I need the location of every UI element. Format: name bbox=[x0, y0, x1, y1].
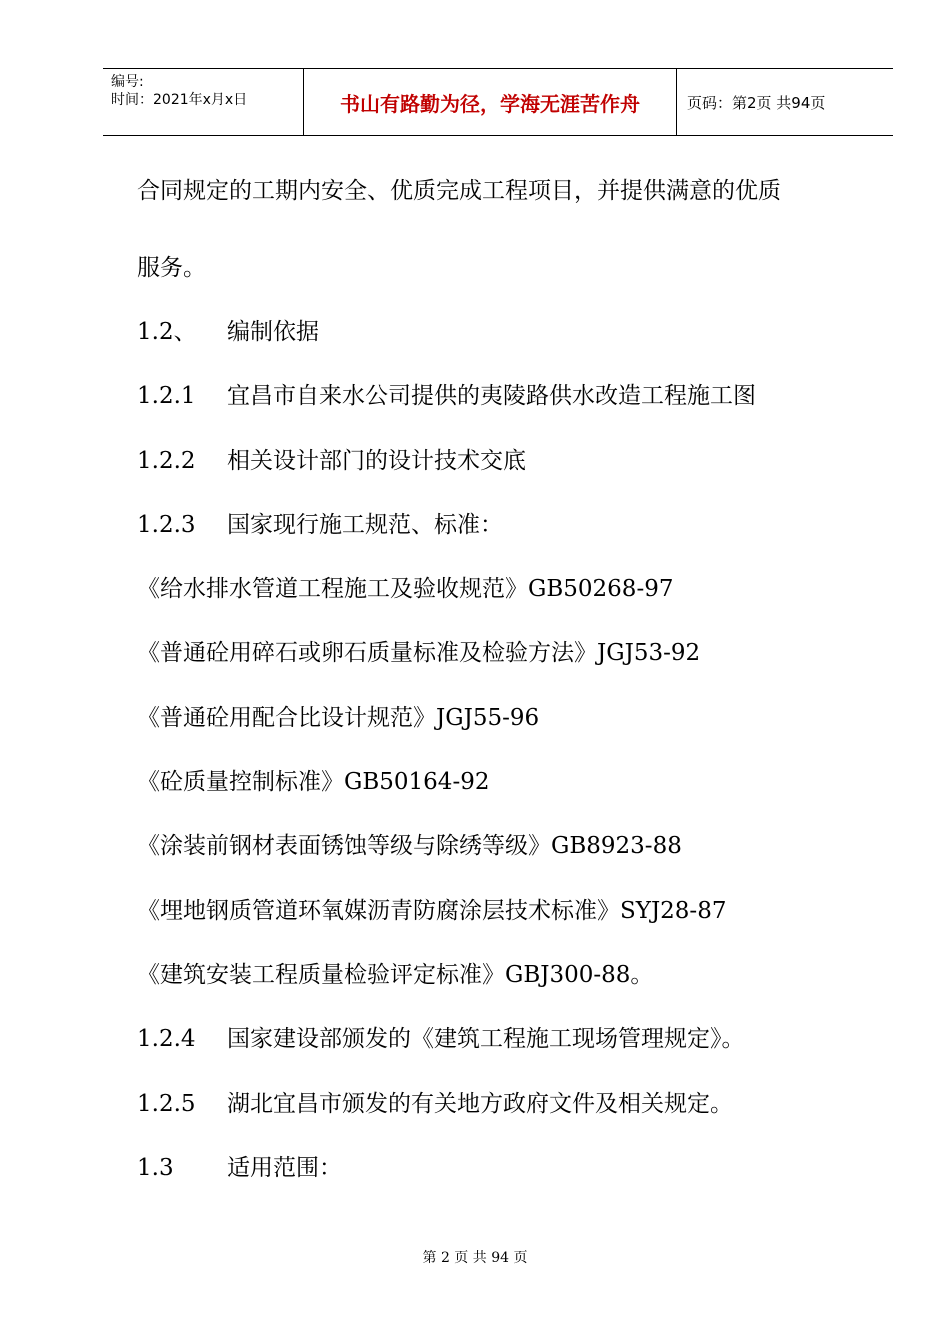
body-paragraph-2: 服务。 bbox=[137, 255, 206, 281]
code-label: 编号: bbox=[111, 74, 144, 90]
section-1-2-4 bbox=[137, 1024, 745, 1054]
standard-item: 《砼质量控制标准》GB50164-92 bbox=[137, 769, 490, 795]
section-text: 国家建设部颁发的《建筑工程施工现场管理规定》。 bbox=[227, 1026, 745, 1052]
standard-item: 《建筑安装工程质量检验评定标准》GBJ300-88。 bbox=[137, 962, 654, 988]
section-1-3 bbox=[137, 1153, 342, 1183]
standard-item: 《普通砼用碎石或卵石质量标准及检验方法》JGJ53-92 bbox=[137, 640, 701, 666]
header-page-info: 页码：第2页 共94页 bbox=[687, 93, 826, 112]
standard-item: 《涂装前钢材表面锈蚀等级与除绣等级》GB8923-88 bbox=[137, 833, 682, 859]
section-title: 适用范围： bbox=[227, 1155, 342, 1181]
section-1-2-2 bbox=[137, 446, 526, 476]
section-number: 1.2、 bbox=[137, 319, 197, 345]
section-1-2 bbox=[137, 317, 319, 347]
standard-item: 《给水排水管道工程施工及验收规范》GB50268-97 bbox=[137, 576, 674, 602]
section-number: 1.2.5 bbox=[137, 1091, 196, 1117]
section-text: 国家现行施工规范、标准： bbox=[227, 512, 503, 538]
section-text: 宜昌市自来水公司提供的夷陵路供水改造工程施工图 bbox=[227, 383, 756, 409]
section-number: 1.3 bbox=[137, 1155, 174, 1181]
section-text: 湖北宜昌市颁发的有关地方政府文件及相关规定。 bbox=[227, 1091, 733, 1117]
section-number: 1.2.4 bbox=[137, 1026, 196, 1052]
section-number: 1.2.1 bbox=[137, 383, 196, 409]
header-motto: 书山有路勤为径，学海无涯苦作舟 bbox=[304, 69, 677, 135]
section-1-2-3 bbox=[137, 510, 503, 540]
header-meta bbox=[103, 69, 304, 135]
standard-item: 《普通砼用配合比设计规范》JGJ55-96 bbox=[137, 705, 540, 731]
section-number: 1.2.2 bbox=[137, 448, 196, 474]
page-footer: 第 2 页 共 94 页 bbox=[422, 1250, 528, 1266]
section-text: 相关设计部门的设计技术交底 bbox=[227, 448, 526, 474]
section-title: 编制依据 bbox=[227, 319, 319, 345]
section-1-2-5 bbox=[137, 1089, 733, 1119]
page-header bbox=[103, 68, 893, 136]
time-label: 时间：2021年x月x日 bbox=[111, 92, 248, 108]
section-1-2-1 bbox=[137, 381, 756, 411]
standard-item: 《埋地钢质管道环氧媒沥青防腐涂层技术标准》SYJ28-87 bbox=[137, 898, 727, 924]
body-paragraph-1: 合同规定的工期内安全、优质完成工程项目，并提供满意的优质 bbox=[137, 178, 781, 204]
section-number: 1.2.3 bbox=[137, 512, 196, 538]
